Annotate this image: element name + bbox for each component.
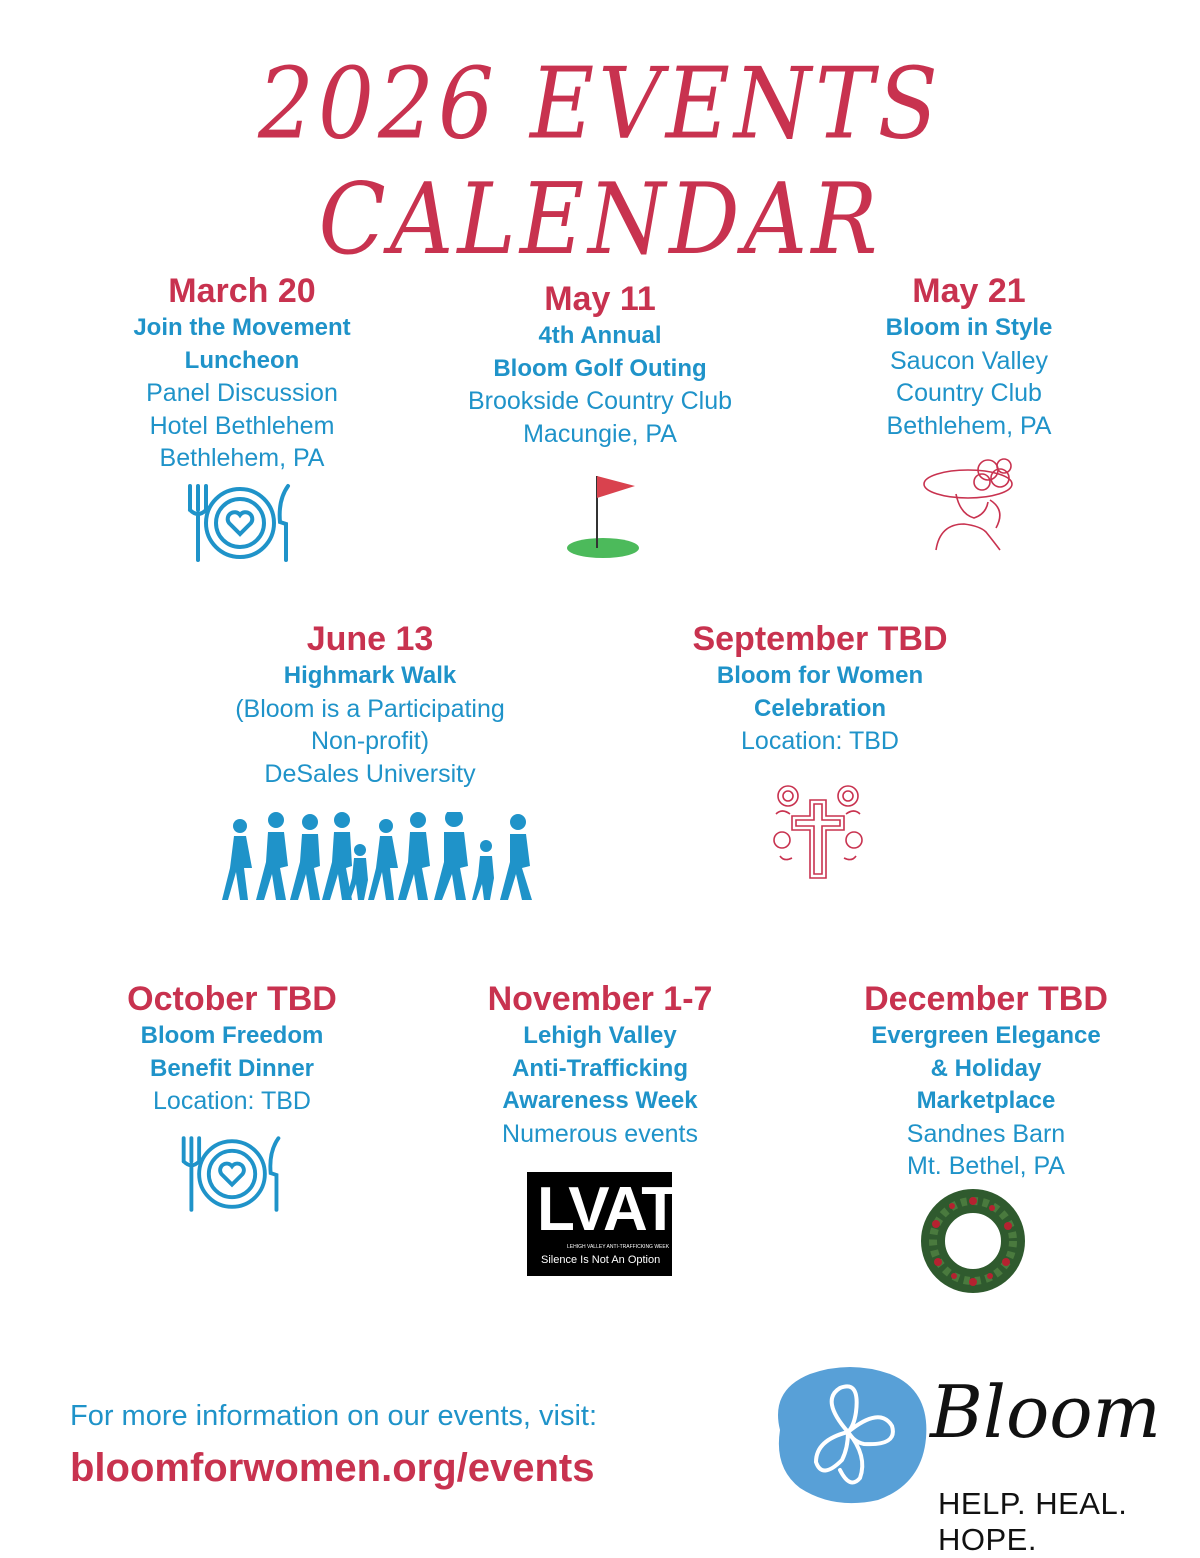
event-info-line: DeSales University: [264, 759, 476, 788]
bloom-logo-tagline: HELP. HEAL. HOPE.: [938, 1486, 1128, 1557]
event-info-line: Sandnes Barn: [906, 1119, 1066, 1148]
event-info-line: Location: TBD: [741, 727, 899, 755]
footer-url-link[interactable]: bloomforwomen.org/events: [70, 1446, 595, 1490]
event-name-line: & Holiday: [930, 1054, 1042, 1082]
event-may-11: [420, 278, 780, 450]
holiday-wreath-icon: [918, 1186, 1028, 1296]
lvat-tagline: Silence Is Not An Option: [541, 1254, 661, 1266]
event-may-21: [789, 270, 1149, 442]
event-september-tbd: [620, 618, 1020, 758]
event-info-line: Bethlehem, PA: [886, 411, 1052, 440]
dining-plate-heart-icon: [174, 1134, 290, 1214]
bloom-logo-name: Bloom: [930, 1370, 1161, 1454]
golf-flag-icon: [565, 470, 645, 560]
event-march-20: [62, 270, 422, 475]
event-info-line: Non-profit): [310, 727, 430, 755]
event-date: October TBD: [127, 980, 337, 1018]
event-info-line: Mt. Bethel, PA: [907, 1152, 1065, 1180]
event-name-line: Benefit Dinner: [149, 1054, 314, 1082]
event-june-13: [190, 618, 550, 790]
event-info-line: Country Club: [896, 379, 1042, 407]
event-name-line: Evergreen Elegance: [871, 1022, 1101, 1049]
event-october-tbd: [42, 978, 422, 1118]
event-name-line: Join the Movement: [133, 314, 351, 341]
event-name-line: Awareness Week: [502, 1087, 698, 1114]
event-info-line: Saucon Valley: [890, 346, 1048, 375]
event-name-line: Bloom Freedom: [140, 1022, 324, 1049]
event-name-line: Marketplace: [916, 1087, 1056, 1114]
event-name-line: Celebration: [753, 694, 887, 722]
woman-hat-icon: [916, 452, 1026, 552]
event-info-line: Hotel Bethlehem: [149, 411, 335, 440]
event-name-line: Lehigh Valley: [523, 1022, 677, 1049]
event-info-line: Panel Discussion: [146, 379, 338, 407]
event-name-line: Bloom Golf Outing: [493, 354, 707, 382]
event-info-line: Location: TBD: [153, 1087, 311, 1115]
event-name-line: 4th Annual: [538, 322, 662, 349]
event-date: December TBD: [864, 980, 1108, 1018]
event-date: June 13: [306, 620, 434, 658]
walking-people-icon: [222, 812, 538, 904]
event-name-line: Bloom for Women: [716, 662, 924, 689]
event-date: May 21: [912, 272, 1026, 310]
event-date: September TBD: [692, 620, 948, 658]
event-december-tbd: [786, 978, 1186, 1183]
event-info-line: (Bloom is a Participating: [235, 694, 505, 723]
event-november-1-7: [410, 978, 790, 1150]
dining-plate-heart-icon: [180, 482, 300, 564]
lvat-letters: LVAT: [537, 1175, 678, 1244]
lvat-small-text: LEHIGH VALLEY ANTI-TRAFFICKING WEEK: [567, 1244, 670, 1250]
event-name-line: Bloom in Style: [885, 314, 1053, 341]
page-title: 2026 EVENTS CALENDAR: [258, 45, 942, 277]
event-name-line: Anti-Trafficking: [511, 1054, 688, 1082]
event-name-line: Luncheon: [184, 346, 300, 374]
footer-intro: For more information on our events, visit:: [70, 1400, 598, 1432]
cross-flowers-icon: [770, 774, 866, 882]
bloom-logo-icon: [760, 1360, 938, 1510]
lvat-logo: [527, 1172, 678, 1276]
event-info-line: Bethlehem, PA: [159, 444, 325, 472]
event-info-line: Numerous events: [502, 1119, 698, 1148]
event-date: May 11: [544, 280, 656, 318]
event-info-line: Macungie, PA: [523, 419, 677, 448]
event-info-line: Brookside Country Club: [467, 387, 732, 415]
event-date: March 20: [168, 272, 316, 310]
event-date: November 1-7: [487, 980, 713, 1018]
event-name-line: Highmark Walk: [283, 662, 457, 689]
